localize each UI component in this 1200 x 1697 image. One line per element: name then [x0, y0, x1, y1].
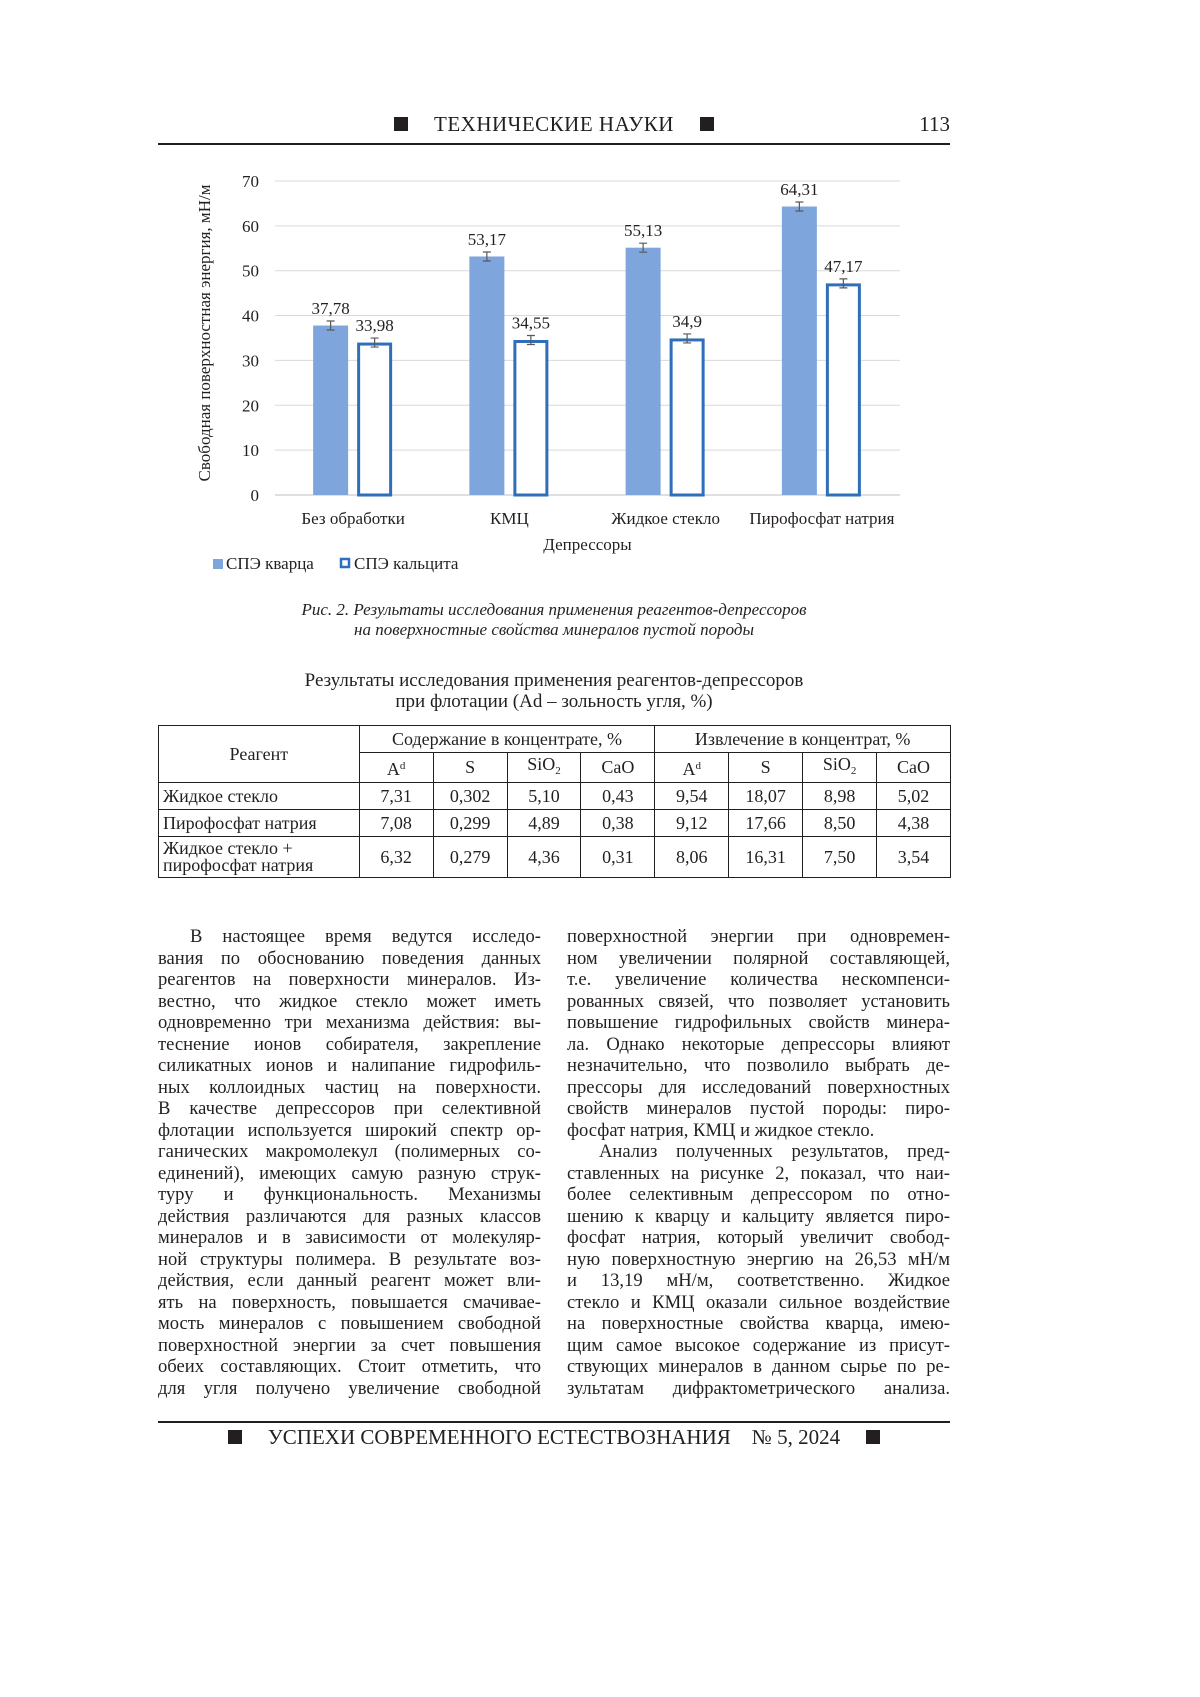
caption-line: Рис. 2. Результаты исследования применения реагентов-депрессоров — [158, 600, 950, 620]
reagent-name: Пирофосфат натрия — [159, 810, 360, 837]
table-cell: 7,31 — [359, 783, 433, 810]
running-header — [158, 110, 950, 140]
reagent-name: Жидкое стекло + пирофосфат натрия — [159, 837, 360, 878]
table-title — [158, 670, 950, 712]
text-line: фосфат натрия, КМЦ и жидкое стекло. — [567, 1120, 950, 1142]
text-line: ной структуры полимера. В результате воз- — [158, 1249, 541, 1271]
data-label: 34,9 — [672, 312, 702, 331]
table-title-line: при флотации (Ad – зольность угля, %) — [158, 691, 950, 712]
text-line: стекло и КМЦ оказали сильное воздействие — [567, 1292, 950, 1314]
x-tick-label: Пирофосфат натрия — [749, 509, 894, 528]
results-table — [158, 725, 951, 878]
text-line: ных коллоидных частиц на поверхности. — [158, 1077, 541, 1099]
table-cell: 0,31 — [581, 837, 655, 878]
text-line: одновременно три механизма действия: вы- — [158, 1012, 541, 1034]
x-tick-label: Жидкое стекло — [611, 509, 720, 528]
text-line: ять на поверхность, повышается смачивае- — [158, 1292, 541, 1314]
table-cell: 0,299 — [433, 810, 507, 837]
table-cell: 17,66 — [729, 810, 803, 837]
text-line: незначительно, что позволило выбрать де- — [567, 1055, 950, 1077]
bar-calcite — [359, 344, 391, 495]
bar-quartz — [626, 248, 661, 495]
text-line: реагентов на поверхности минералов. Из- — [158, 969, 541, 991]
text-line: ную поверхностную энергию на 26,53 мН/м — [567, 1249, 950, 1271]
x-tick-label: КМЦ — [490, 509, 529, 528]
text-line: В качестве депрессоров при селективной — [158, 1098, 541, 1120]
text-line: на поверхностные свойства кварца, имею- — [567, 1313, 950, 1335]
reagent-header: Реагент — [159, 726, 360, 783]
y-tick-label: 20 — [242, 396, 259, 415]
bar-quartz — [782, 207, 817, 495]
running-footer — [158, 1425, 950, 1450]
table-cell: 5,02 — [877, 783, 951, 810]
bar-calcite — [515, 342, 547, 495]
col-ash: Ad — [359, 753, 433, 783]
data-label: 64,31 — [780, 180, 818, 199]
y-tick-label: 10 — [242, 441, 259, 460]
col-sio2: SiO2 — [507, 753, 581, 783]
table-cell: 7,08 — [359, 810, 433, 837]
text-line: прессоры для исследований поверхностных — [567, 1077, 950, 1099]
text-line: рованных связей, что позволяет установить — [567, 991, 950, 1013]
y-axis-label: Свободная поверхностная энергия, мН/м — [195, 184, 214, 481]
text-line: повышение гидрофильных свойств минера- — [567, 1012, 950, 1034]
y-tick-label: 40 — [242, 307, 259, 326]
data-label: 55,13 — [624, 221, 662, 240]
bar-chart — [190, 170, 920, 590]
table-cell: 3,54 — [877, 837, 951, 878]
figure-caption — [158, 600, 950, 640]
header-rule — [158, 143, 950, 145]
text-line: ла. Однако некоторые депрессоры влияют — [567, 1034, 950, 1056]
text-line: поверхностной энергии при одновремен- — [567, 926, 950, 948]
table-cell: 7,50 — [803, 837, 877, 878]
y-tick-label: 30 — [242, 351, 259, 370]
text-line: вания по обоснованию поведения данных — [158, 948, 541, 970]
col-sulfur: S — [729, 753, 803, 783]
col-sulfur: S — [433, 753, 507, 783]
y-tick-label: 60 — [242, 217, 259, 236]
bar-calcite — [671, 340, 703, 495]
text-line: обеих составляющих. Стоит отметить, что — [158, 1356, 541, 1378]
text-line: Анализ полученных результатов, пред- — [567, 1141, 950, 1163]
square-bullet-icon — [394, 117, 408, 131]
table-cell: 18,07 — [729, 783, 803, 810]
bar-quartz — [469, 256, 504, 495]
legend-swatch-quartz — [213, 559, 223, 569]
text-line: мость минералов с повышением свободной — [158, 1313, 541, 1335]
table-cell: 4,89 — [507, 810, 581, 837]
col-cao: CaO — [581, 753, 655, 783]
reagent-name: Жидкое стекло — [159, 783, 360, 810]
text-line: и 13,19 мН/м, соответственно. Жидкое — [567, 1270, 950, 1292]
table-cell: 16,31 — [729, 837, 803, 878]
text-line: действия различаются для разных классов — [158, 1206, 541, 1228]
col-ash: Ad — [655, 753, 729, 783]
text-line: флотации используется широкий спектр ор- — [158, 1120, 541, 1142]
text-line: т.е. увеличение количества нескомпенси- — [567, 969, 950, 991]
text-line: ном увеличении полярной составляющей, — [567, 948, 950, 970]
table-cell: 9,12 — [655, 810, 729, 837]
table-cell: 0,43 — [581, 783, 655, 810]
issue-number: № 5, 2024 — [752, 1425, 840, 1449]
table-cell: 6,32 — [359, 837, 433, 878]
data-label: 47,17 — [824, 257, 863, 276]
text-line: ставленных на рисунке 2, показал, что наи- — [567, 1163, 950, 1185]
text-line: зультатам дифрактометрического анализа. — [567, 1378, 950, 1400]
table-cell: 8,06 — [655, 837, 729, 878]
text-line: минералов и в зависимости от молекуляр- — [158, 1227, 541, 1249]
col-cao: CaO — [877, 753, 951, 783]
text-column-right — [567, 926, 950, 1399]
legend-swatch-calcite — [341, 559, 349, 567]
table-cell: 9,54 — [655, 783, 729, 810]
table-cell: 0,38 — [581, 810, 655, 837]
square-bullet-icon — [700, 117, 714, 131]
section-title: ТЕХНИЧЕСКИЕ НАУКИ — [434, 112, 674, 136]
footer-rule — [158, 1421, 950, 1423]
text-line: более селективным депрессором по отно- — [567, 1184, 950, 1206]
table-cell: 0,279 — [433, 837, 507, 878]
table-title-line: Результаты исследования применения реагентов-депрессоров — [158, 670, 950, 691]
col-sio2: SiO2 — [803, 753, 877, 783]
table-cell: 4,36 — [507, 837, 581, 878]
text-line: теснение ионов собирателя, закрепление — [158, 1034, 541, 1056]
x-tick-label: Без обработки — [301, 509, 404, 528]
table-row — [159, 837, 951, 878]
y-tick-label: 0 — [251, 486, 260, 505]
square-bullet-icon — [228, 1430, 242, 1444]
text-line: В настоящее время ведутся исследо- — [158, 926, 541, 948]
y-tick-label: 70 — [242, 172, 259, 191]
content-header: Содержание в концентрате, % — [359, 726, 655, 753]
caption-line: на поверхностные свойства минералов пустой породы — [158, 620, 950, 640]
bar-quartz — [313, 326, 348, 495]
text-line: шению к кварцу и кальциту является пиро- — [567, 1206, 950, 1228]
table-cell: 8,50 — [803, 810, 877, 837]
text-line: щим самое высокое содержание из присут- — [567, 1335, 950, 1357]
text-line: фосфат натрия, который увеличит свобод- — [567, 1227, 950, 1249]
bar-calcite — [827, 285, 859, 495]
table-cell: 5,10 — [507, 783, 581, 810]
page-number: 113 — [919, 112, 950, 137]
text-line: силикатных ионов и налипание гидрофиль- — [158, 1055, 541, 1077]
text-line: вестно, что жидкое стекло может иметь — [158, 991, 541, 1013]
legend-label-quartz: СПЭ кварца — [226, 554, 314, 573]
table-cell: 0,302 — [433, 783, 507, 810]
x-axis-label: Депрессоры — [543, 535, 632, 554]
text-line: для угля получено увеличение свободной — [158, 1378, 541, 1400]
square-bullet-icon — [866, 1430, 880, 1444]
table-cell: 8,98 — [803, 783, 877, 810]
text-line: туру и функциональность. Механизмы — [158, 1184, 541, 1206]
recovery-header: Извлечение в концентрат, % — [655, 726, 951, 753]
text-line: ганических макромолекул (полимерных со- — [158, 1141, 541, 1163]
table-cell: 4,38 — [877, 810, 951, 837]
text-line: ствующих минералов в данном сырье по ре- — [567, 1356, 950, 1378]
table-row — [159, 783, 951, 810]
journal-title: УСПЕХИ СОВРЕМЕННОГО ЕСТЕСТВОЗНАНИЯ — [268, 1425, 731, 1449]
data-label: 37,78 — [312, 299, 350, 318]
table-row — [159, 810, 951, 837]
text-line: действия, если данный реагент может вли- — [158, 1270, 541, 1292]
y-tick-label: 50 — [242, 262, 259, 281]
text-line: поверхностной энергии за счет повышения — [158, 1335, 541, 1357]
text-line: свойств минералов пустой породы: пиро- — [567, 1098, 950, 1120]
data-label: 53,17 — [468, 230, 507, 249]
text-column-left — [158, 926, 541, 1399]
data-label: 33,98 — [356, 316, 394, 335]
text-line: единений), имеющих самую разную струк- — [158, 1163, 541, 1185]
data-label: 34,55 — [512, 314, 550, 333]
legend-label-calcite: СПЭ кальцита — [354, 554, 459, 573]
